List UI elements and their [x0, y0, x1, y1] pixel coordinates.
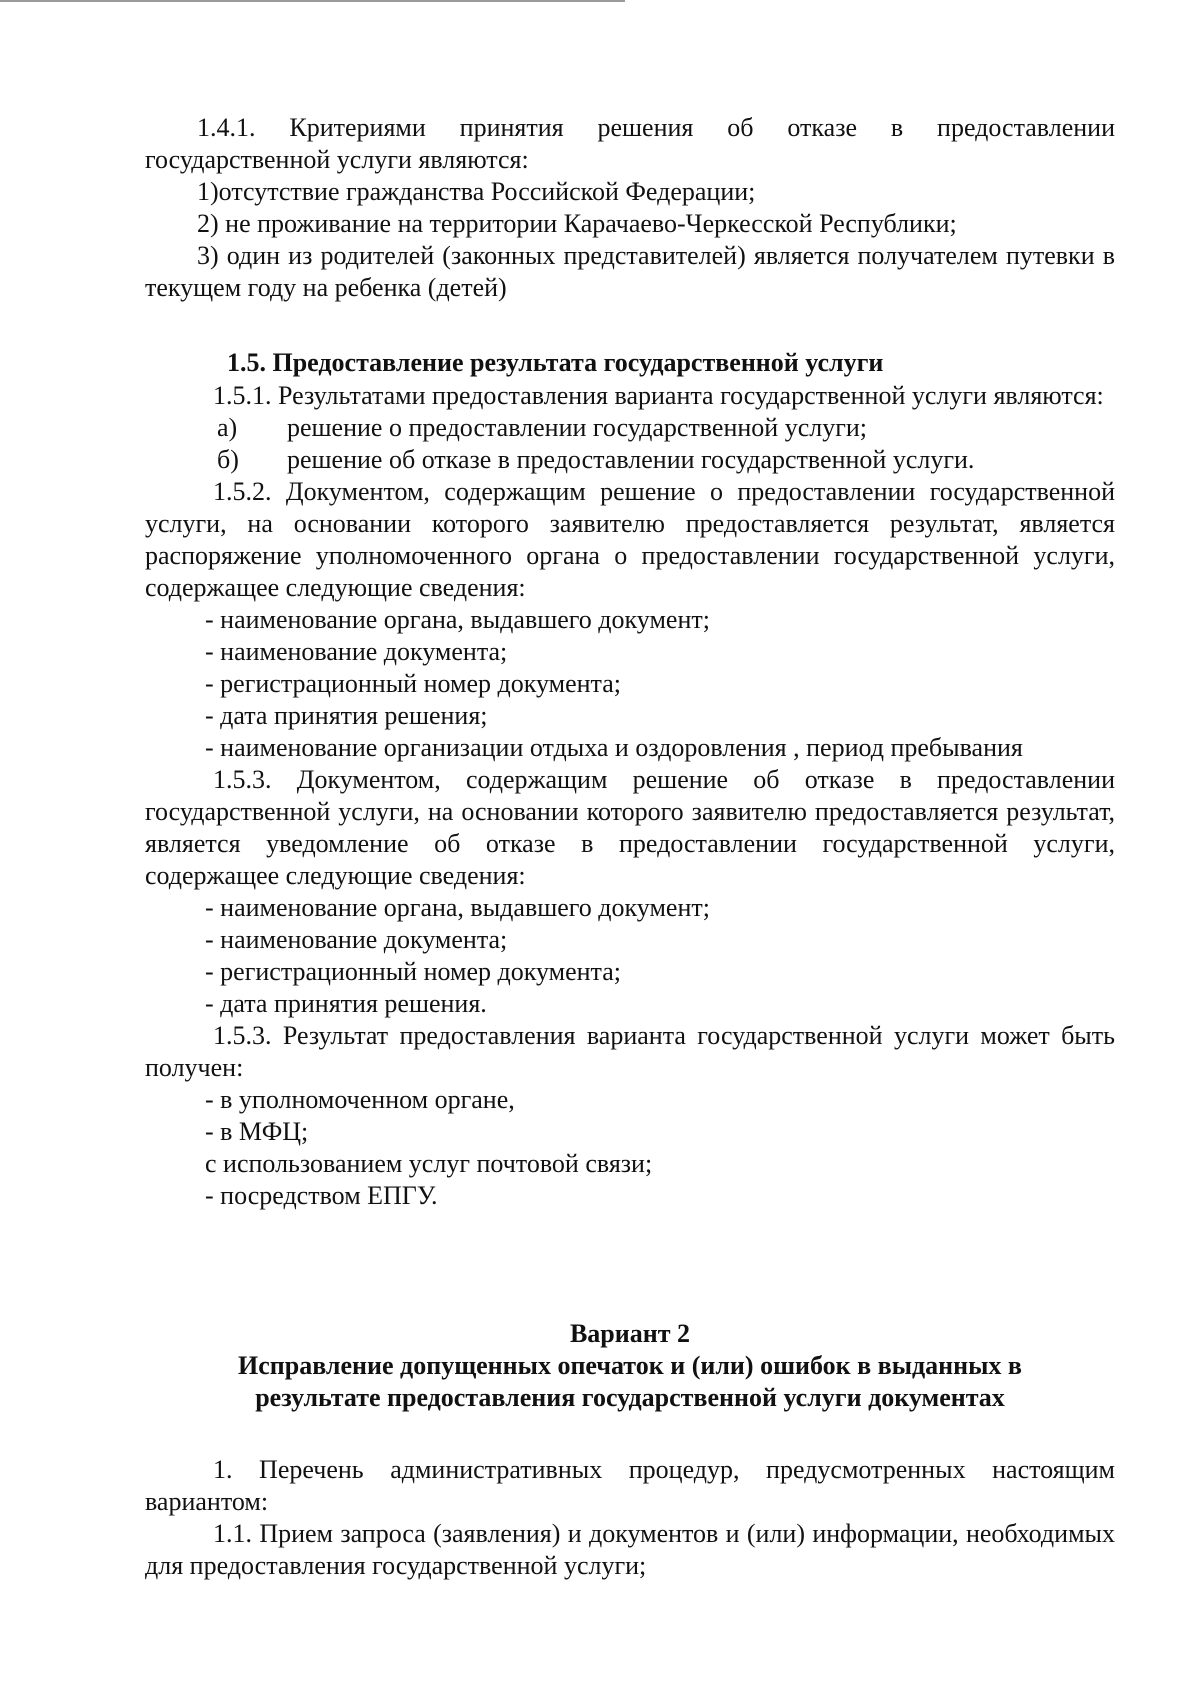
result-item-a — [145, 412, 1115, 444]
paragraph-variant-2-1: 1. Перечень административных процедур, предусмотренных настоящим вариантом: — [145, 1455, 1115, 1516]
variant-2-subtitle-line-1: Исправление допущенных опечаток и (или) ошибок в выданных в — [238, 1351, 1022, 1380]
paragraph-1-5-3-refusal: 1.5.3. Документом, содержащим решение об отказе в предоставлении государственной услуги, на основании которого заявителю предоставляется результат, является уведомление об отказе в предоставлении государственной услуги, содержащее следующие сведения: — [145, 765, 1115, 890]
result-item-b — [145, 444, 1115, 476]
info-item: - дата принятия решения. — [205, 989, 487, 1018]
result-item-a-marker: а) — [217, 413, 238, 442]
receipt-method-item: с использованием услуг почтовой связи; — [205, 1149, 653, 1178]
scan-edge-line — [0, 0, 625, 2]
criteria-item-2: 2) не проживание на территории Карачаево-Черкесской Республики; — [197, 209, 957, 238]
info-item: - наименование органа, выдавшего документ; — [205, 605, 710, 634]
receipt-method-item: - посредством ЕПГУ. — [205, 1181, 438, 1210]
variant-2-section — [145, 1318, 1115, 1582]
criteria-item-1: 1)отсутствие гражданства Российской Федерации; — [197, 177, 756, 206]
receipt-method-item: - в уполномоченном органе, — [205, 1085, 515, 1114]
info-item: - наименование организации отдыха и оздоровления , период пребывания — [205, 733, 1023, 762]
criteria-item-3: 3) один из родителей (законных представителей) является получателем путевки в текущем году на ребенка (детей) — [145, 241, 1115, 302]
section-1-4-1 — [145, 112, 1115, 304]
result-item-a-text: решение о предоставлении государственной услуги; — [287, 413, 868, 442]
info-item: - наименование документа; — [205, 637, 508, 666]
paragraph-1-5-3-receipt: 1.5.3. Результат предоставления варианта государственной услуги может быть получен: — [145, 1021, 1115, 1082]
receipt-method-item: - в МФЦ; — [205, 1117, 309, 1146]
variant-2-subtitle-line-2: результате предоставления государственной услуги документах — [255, 1383, 1005, 1412]
info-item: - регистрационный номер документа; — [205, 669, 621, 698]
spacer — [145, 1414, 1115, 1454]
paragraph-1-4-1: 1.4.1. Критериями принятия решения об отказе в предоставлении государственной услуги являются: — [145, 113, 1115, 174]
info-item: - регистрационный номер документа; — [205, 957, 621, 986]
section-1-5-heading: 1.5. Предоставление результата государственной услуги — [227, 348, 884, 377]
paragraph-variant-2-1-1: 1.1. Прием запроса (заявления) и документов и (или) информации, необходимых для предоставления государственной услуги; — [145, 1519, 1115, 1580]
info-item: - дата принятия решения; — [205, 701, 488, 730]
section-1-5-1 — [145, 380, 1115, 1212]
info-item: - наименование документа; — [205, 925, 508, 954]
paragraph-1-5-1: 1.5.1. Результатами предоставления варианта государственной услуги являются: — [213, 381, 1104, 410]
paragraph-1-5-2: 1.5.2. Документом, содержащим решение о предоставлении государственной услуги, на основании которого заявителю предоставляется результат, является распоряжение уполномоченного органа о предоставлении государственной услуги, содержащее следующие сведения: — [145, 477, 1115, 602]
info-item: - наименование органа, выдавшего документ; — [205, 893, 710, 922]
variant-2-title: Вариант 2 — [569, 1319, 691, 1348]
result-item-b-marker: б) — [217, 445, 239, 474]
result-item-b-text: решение об отказе в предоставлении государственной услуги. — [287, 445, 975, 474]
